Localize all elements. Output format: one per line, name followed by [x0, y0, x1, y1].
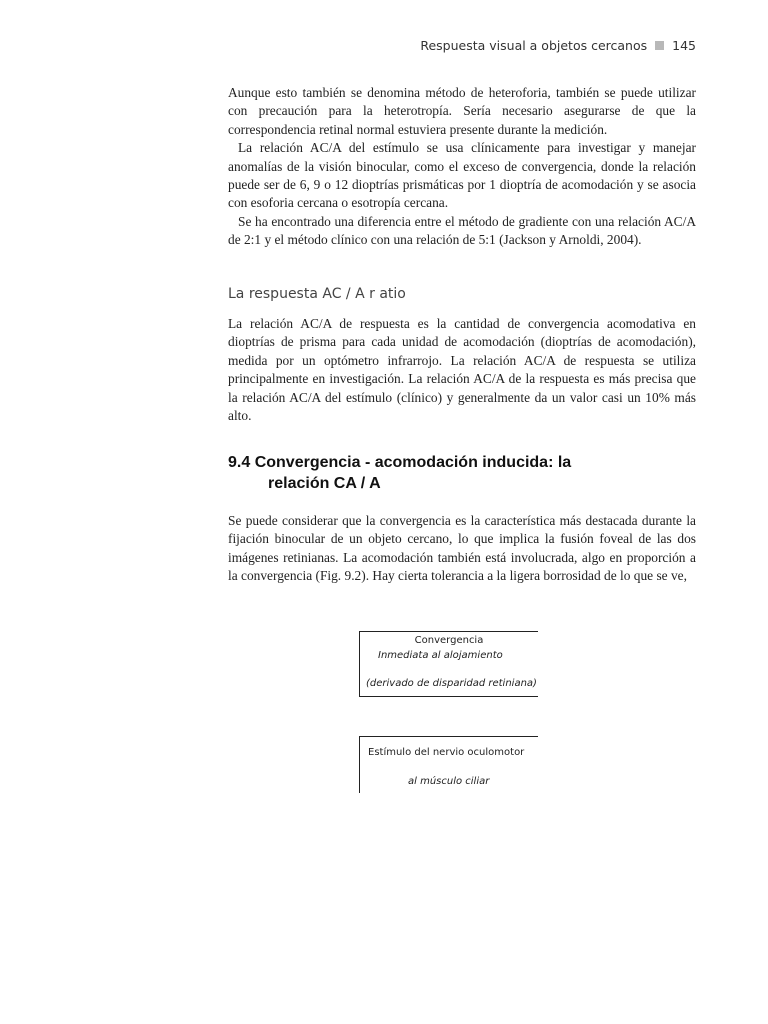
- diagram-box-convergence: [359, 631, 538, 697]
- section-heading: [228, 452, 571, 494]
- body-text-response: [228, 315, 696, 425]
- box-oculomotor-subtitle: al músculo ciliar: [408, 776, 490, 787]
- box-oculomotor-title: Estímulo del nervio oculomotor: [368, 747, 525, 758]
- subheading-response-ratio: La respuesta AC / A r atio: [228, 286, 406, 302]
- section-heading-line1: 9.4 Convergencia - acomodación inducida: la: [228, 454, 572, 471]
- paragraph-convergence: Se puede considerar que la convergencia es la característica más destacada durante la fijación binocular de un objeto cercano, lo que implica la fusión foveal de las dos imágenes retinianas. La acomodación también está involucrada, algo en proporción a la convergencia (Fig. 9.2). Hay cierta tolerancia a la ligera borrosidad de lo que se ve,: [228, 513, 696, 584]
- box-convergence-subtitle: Inmediata al alojamiento: [378, 650, 503, 661]
- box-convergence-title: Convergencia: [414, 635, 484, 646]
- box-convergence-detail: (derivado de disparidad retiniana): [366, 678, 537, 689]
- paragraph-heteroforia: Aunque esto también se denomina método de heteroforia, también se puede utilizar con precaución para la heterotropía. Sería necesario asegurarse de que la correspondencia retinal normal estuviera presente durante la medición.: [228, 85, 696, 137]
- running-header: [420, 38, 696, 53]
- page-number: 145: [672, 38, 696, 53]
- section-heading-line2: relación CA / A: [268, 475, 381, 492]
- square-bullet-icon: [655, 41, 664, 50]
- running-title: Respuesta visual a objetos cercanos: [420, 38, 648, 53]
- body-text-top: [228, 84, 696, 250]
- paragraph-response-ratio: La relación AC/A de respuesta es la cantidad de convergencia acomodativa en dioptrías de prisma para cada unidad de acomodación (dioptrías de acomodación), medida por un optómetro infrarrojo. La relación AC/A de respuesta se utiliza principalmente en investigación. La relación AC/A de la respuesta es más precisa que la relación AC/A del estímulo (clínico) y generalmente da un valor casi un 10% más alto.: [228, 316, 696, 424]
- paragraph-gradient-difference: Se ha encontrado una diferencia entre el método de gradiente con una relación AC/A de 2:1 y el método clínico con una relación de 5:1 (Jackson y Arnoldi, 2004).: [228, 213, 696, 248]
- body-text-section: [228, 512, 696, 586]
- paragraph-clinical-use: La relación AC/A del estímulo se usa clínicamente para investigar y manejar anomalías de la visión binocular, como el exceso de convergencia, donde la relación puede ser de 6, 9 o 12 dioptrías prismáticas por 1 dioptría de acomodación y se asocia con esoforia cercana o esotropía cercana.: [228, 140, 696, 211]
- diagram-box-oculomotor: [359, 736, 538, 793]
